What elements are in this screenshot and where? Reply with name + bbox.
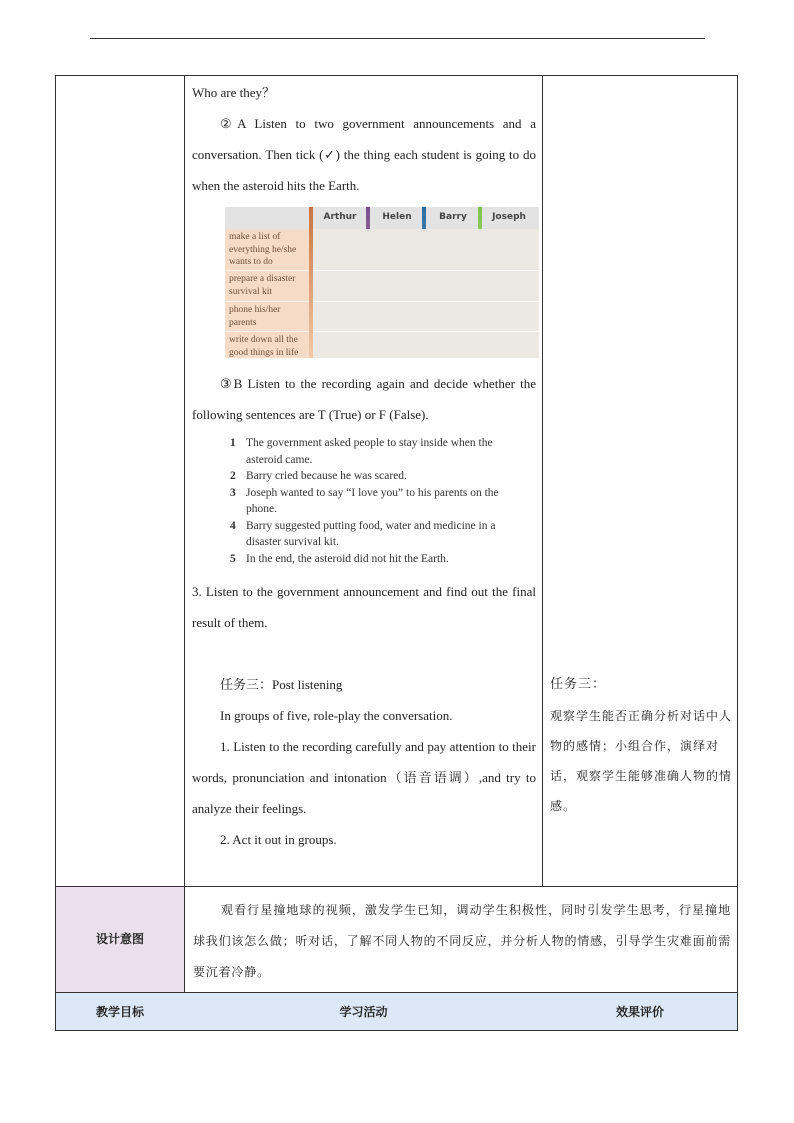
listening-tick-table	[225, 207, 539, 358]
task-2a-instructions: ②A Listen to two government announcements and a conversation. Then tick (✓) the thing each student is going to do when the asteroid hits the Earth.	[192, 116, 536, 193]
statement-item: 2 Barry cried because he was scared.	[230, 470, 407, 482]
tick-row	[313, 229, 539, 271]
learning-activity-header: 学习活动	[339, 1005, 388, 1019]
column-barry: Barry	[439, 212, 467, 222]
teaching-goal-header: 教学目标	[95, 1005, 144, 1019]
step-1: 1. Listen to the recording carefully and pay attention to their words, pronunciation and intonation（语音语调）,and try to analyze their feelings.	[192, 739, 536, 816]
step-2: 2. Act it out in groups.	[220, 832, 337, 847]
tick-row	[313, 271, 539, 302]
post-listening-block	[192, 576, 536, 855]
column-arthur: Arthur	[323, 212, 357, 222]
row-label: prepare a disaster survival kit	[225, 271, 309, 301]
table-bottom-border	[55, 1030, 738, 1031]
statement-item: 4 Barry suggested putting food, water and medicine in a disaster survival kit.	[230, 519, 496, 548]
spacer	[192, 638, 536, 669]
who-question: Who are they？	[192, 85, 276, 100]
column-divider	[184, 75, 185, 1031]
group-roleplay: In groups of five, role-play the conversation.	[220, 708, 453, 723]
tick-row	[313, 332, 539, 359]
row-label: phone his/her parents	[225, 302, 309, 331]
row-label: make a list of everything he/she wants to do	[225, 229, 309, 270]
tick-row	[313, 302, 539, 332]
design-intent-label: 设计意图	[95, 932, 144, 946]
evaluation-title: 任务三：	[550, 677, 607, 692]
task-3b-instructions: ③B Listen to the recording again and decide whether the following sentences are T (True) or F (False).	[192, 376, 536, 422]
statement-item: 3 Joseph wanted to say “I love you” to his parents on the phone.	[230, 486, 499, 515]
table-right-border	[737, 75, 738, 1031]
column-divider	[542, 75, 543, 886]
statement-item: 5 In the end, the asteroid did not hit the Earth.	[230, 552, 449, 565]
column-helen: Helen	[382, 212, 412, 222]
header-rule	[90, 38, 705, 39]
evaluation-text: 观察学生能否正确分析对话中人物的感情；小组合作，演绎对话，观察学生能够准确人物的情感。	[550, 709, 733, 813]
item-3: 3. Listen to the government announcement and find out the final result of them.	[192, 584, 536, 630]
activity-content	[192, 77, 536, 201]
design-intent-text: 观看行星撞地球的视频，激发学生已知，调动学生积极性，同时引发学生思考，行星撞地球我们该怎么做；听对话，了解不同人物的不同反应，并分析人物的情感，引导学生灾难面前需要沉着冷静。	[193, 903, 731, 979]
statement-item: 1 The government asked people to stay inside when the asteroid came.	[230, 437, 493, 466]
effect-evaluation-header: 效果评价	[615, 1005, 664, 1019]
task-3b-block	[192, 368, 536, 430]
true-false-statements	[230, 435, 530, 567]
table-top-border	[55, 75, 738, 76]
column-joseph: Joseph	[492, 212, 526, 222]
task-3-title: 任务三：Post listening	[220, 677, 343, 692]
row-label: write down all the good things in life	[225, 332, 309, 358]
